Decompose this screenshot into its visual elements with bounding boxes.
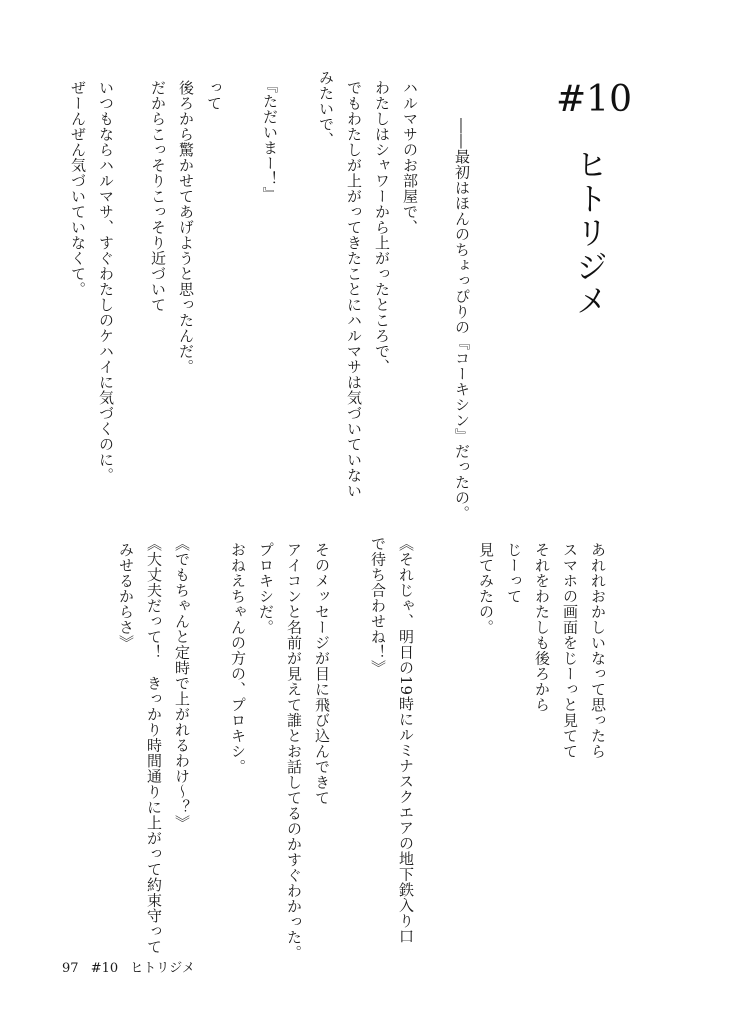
top-line-11: 後ろから驚かせてあげようと思ったんだ。	[177, 80, 195, 375]
footer-chapter-title: ヒトリジメ	[130, 961, 195, 976]
top-line-5: でもわたしが上がってきたことにハルマサは気づいていない	[345, 80, 363, 499]
chapter-title: ヒトリジメ	[571, 148, 609, 318]
top-line-8: 『ただいまー！』	[261, 78, 279, 202]
bottom-line-8: で待ち合わせね！》	[369, 536, 387, 676]
top-line-10: って	[205, 80, 223, 111]
top-line-4: わたしはシャワーから上がったところで、	[373, 80, 391, 375]
page-footer	[62, 957, 203, 976]
bottom-line-4: じーって	[505, 542, 523, 604]
bottom-line-2: スマホの画面をじーっと見てて	[561, 542, 579, 759]
bottom-line-11: アイコンと名前が見えて誰とお話してるのかすぐわかった。	[285, 542, 303, 961]
top-line-6: みたいで、	[317, 70, 335, 148]
top-line-14: いつもならハルマサ、すぐわたしのケハイに気づくのに。	[97, 80, 115, 483]
top-line-12: だからこっそりこっそり近づいて	[149, 80, 167, 313]
bottom-line-15: 《でもちゃんと定時で上がれるわけ～？》	[173, 536, 191, 831]
bottom-line-7: 《それじゃ、明日の19時にルミナスクエアの地下鉄入り口	[397, 536, 415, 944]
top-line-3: ハルマサのお部屋で、	[401, 80, 419, 235]
bottom-line-1: あれれおかしいなって思ったら	[589, 542, 607, 759]
bottom-line-5: 見てみたの。	[477, 542, 495, 635]
top-line-1: ――最初はほんのちょっぴりの『コーキシン』だったの。	[453, 118, 471, 521]
top-line-15: ぜーんぜん気づいていなくて。	[69, 80, 87, 297]
bottom-line-13: おねえちゃんの方の、プロキシ。	[229, 542, 247, 775]
bottom-line-12: プロキシだ。	[257, 542, 275, 635]
chapter-number: #10	[556, 79, 632, 120]
bottom-line-10: そのメッセージが目に飛び込んできて	[313, 542, 331, 806]
page-number: 97	[62, 961, 79, 976]
bottom-line-17: みせるからさ》	[117, 542, 135, 651]
bottom-line-16: 《大丈夫だって！ きっかり時間通りに上がって約束守って	[145, 536, 163, 955]
bottom-line-3: それをわたしも後ろから	[533, 542, 551, 713]
footer-chapter-number: #10	[90, 961, 119, 976]
